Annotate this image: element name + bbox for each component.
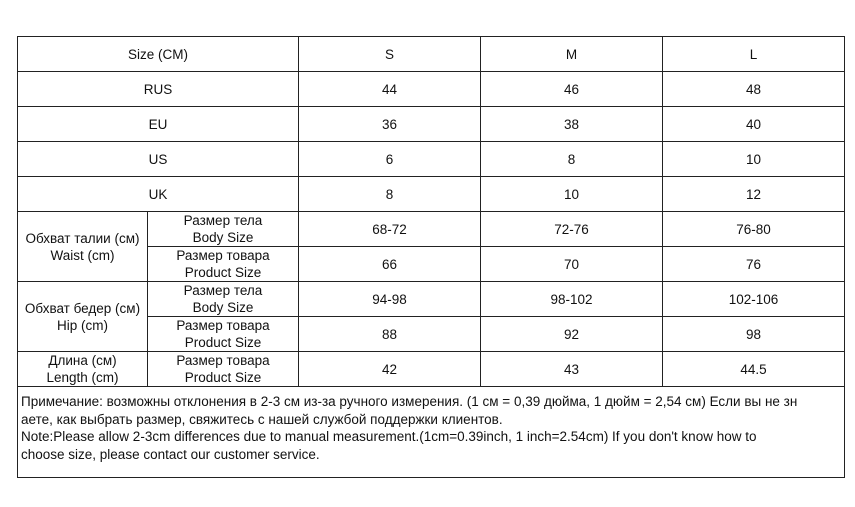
sub-label-product-size [148,352,299,387]
table-cell: 98-102 [481,282,663,317]
table-cell: 36 [299,107,481,142]
sub-label-ru: Размер товара [176,248,270,263]
table-cell: 8 [299,177,481,212]
size-header-s: S [299,37,481,72]
table-cell: 66 [299,247,481,282]
table-cell: 88 [299,317,481,352]
group-label-en: Waist (cm) [50,247,115,263]
table-cell: 42 [299,352,481,387]
header-row [18,37,845,72]
table-cell: 94-98 [299,282,481,317]
row-label-eu: EU [18,107,299,142]
measurement-note [18,387,845,478]
sub-label-en: Product Size [184,335,262,350]
sub-label-ru: Размер тела [183,283,263,298]
table-cell: 76-80 [663,212,845,247]
sub-label-en: Body Size [192,230,254,245]
sub-label-body-size [148,212,299,247]
sub-label-ru: Размер товара [176,318,270,333]
group-label-hip [18,282,148,352]
table-cell: 44 [299,72,481,107]
group-label-en: Length (cm) [46,370,119,385]
note-ru-line-2: аете, как выбрать размер, свяжитесь с нашей службой поддержки клиентов. [21,411,503,427]
table-cell: 40 [663,107,845,142]
table-cell: 102-106 [663,282,845,317]
row-label-uk: UK [18,177,299,212]
table-cell: 68-72 [299,212,481,247]
table-cell: 72-76 [481,212,663,247]
size-chart-table [17,36,845,478]
table-cell: 44.5 [663,352,845,387]
sub-label-en: Body Size [192,300,254,315]
table-row [18,142,845,177]
header-label: Size (CM) [18,37,299,72]
note-row [18,387,845,478]
sub-label-product-size [148,317,299,352]
group-label-length [18,352,148,387]
table-row [18,177,845,212]
table-cell: 10 [663,142,845,177]
row-label-us: US [18,142,299,177]
note-ru-line-1: Примечание: возможны отклонения в 2-3 см из-за ручного измерения. (1 см = 0,39 дюйма, 1 дюйм = 2,54 см) Если вы не зн [21,394,798,409]
note-en-line-1: Note:Please allow 2-3cm differences due to manual measurement.(1cm=0.39inch, 1 inch=2.54cm) If you don't know how to [21,429,757,444]
sub-label-en: Product Size [184,370,262,385]
table-cell: 92 [481,317,663,352]
table-cell: 8 [481,142,663,177]
table-row [18,107,845,142]
table-cell: 12 [663,177,845,212]
sub-label-body-size [148,282,299,317]
size-header-l: L [663,37,845,72]
note-en-line-2: choose size, please contact our customer service. [21,446,320,462]
group-label-waist [18,212,148,282]
table-cell: 10 [481,177,663,212]
row-label-rus: RUS [18,72,299,107]
table-row [18,72,845,107]
table-cell: 6 [299,142,481,177]
table-cell: 46 [481,72,663,107]
table-cell: 48 [663,72,845,107]
table-row [18,212,845,247]
sub-label-en: Product Size [184,265,262,280]
sub-label-ru: Размер товара [176,353,270,368]
table-row [18,352,845,387]
group-label-ru: Длина (см) [48,353,117,368]
table-row [18,282,845,317]
table-cell: 43 [481,352,663,387]
table-cell: 70 [481,247,663,282]
table-cell: 38 [481,107,663,142]
group-label-en: Hip (cm) [57,317,108,333]
size-header-m: M [481,37,663,72]
sub-label-product-size [148,247,299,282]
table-cell: 76 [663,247,845,282]
group-label-ru: Обхват бедер (см) [24,300,141,316]
sub-label-ru: Размер тела [183,213,263,228]
group-label-ru: Обхват талии (см) [25,230,140,246]
table-cell: 98 [663,317,845,352]
